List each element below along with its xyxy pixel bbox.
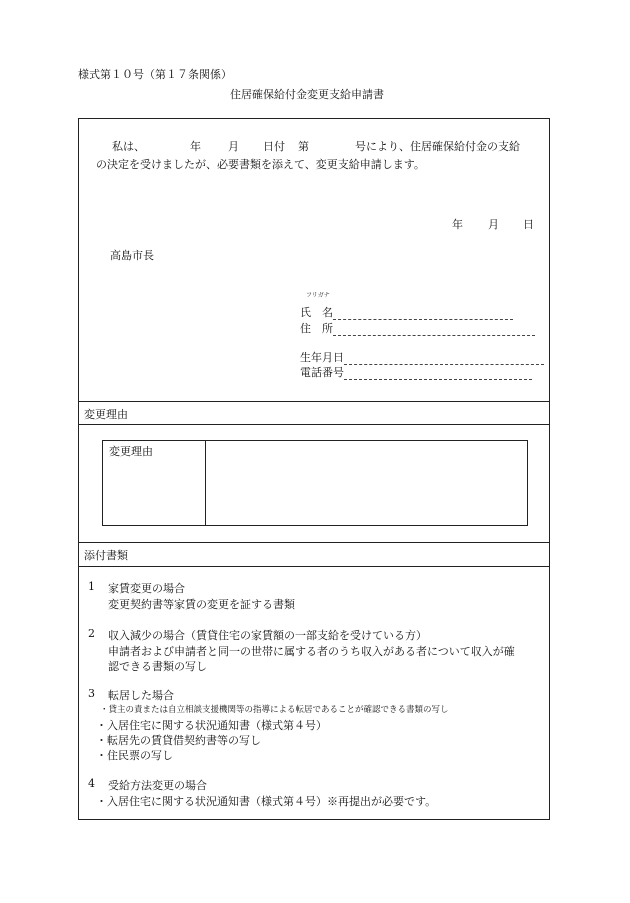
item-line: 申請者および申請者と同一の世帯に属する者のうち収入がある者について収入が確: [108, 645, 515, 658]
intro-prefix: 私は、: [112, 140, 145, 153]
bullet-item: ・入居住宅に関する状況通知書（様式第４号）: [96, 719, 327, 732]
table-divider: [205, 441, 206, 525]
address-row: [300, 320, 535, 336]
year-label: 年: [190, 140, 201, 153]
bullet-text: 住民票の写し: [107, 749, 173, 762]
change-reason-table-label: 変更理由: [109, 445, 153, 458]
item-heading: 受給方法変更の場合: [108, 779, 207, 792]
month-label: 月: [228, 140, 239, 153]
date-month: 月: [488, 218, 499, 231]
item-line: 変更契約書等家賃の変更を証する書類: [108, 598, 295, 611]
bullet-text: 転居先の賃貸借契約書等の写し: [107, 734, 261, 747]
item-number: 2: [88, 627, 95, 640]
divider: [78, 401, 550, 402]
item-number: 1: [88, 580, 95, 593]
bullet-item: ・貸主の責または自立相談支援機関等の指導による転居であることが確認できる書類の写し: [100, 705, 449, 715]
bullet-text: 入居住宅に関する状況通知書（様式第４号）※再提出が必要です。: [107, 795, 437, 808]
bullet-text: 貸主の責または自立相談支援機関等の指導による転居であることが確認できる書類の写し: [108, 705, 449, 715]
bullet-text: 入居住宅に関する状況通知書（様式第４号）: [107, 719, 327, 732]
phone-field[interactable]: [344, 367, 532, 380]
divider: [78, 424, 550, 425]
item-heading: 収入減少の場合（賃貸住宅の家賃額の一部支給を受けている方）: [108, 629, 427, 642]
name-label: 氏 名: [300, 306, 333, 319]
change-reason-section-label: 変更理由: [84, 408, 128, 421]
address-label: 住 所: [300, 322, 333, 335]
intro-line2: の決定を受けましたが、必要書類を添えて、変更支給申請します。: [96, 158, 425, 171]
page-title: 住居確保給付金変更支給申請書: [230, 88, 384, 101]
date-year: 年: [452, 218, 463, 231]
attachments-section-label: 添付書類: [84, 549, 128, 562]
addressee: 高島市長: [110, 249, 154, 262]
furigana-label: フリガナ: [306, 292, 330, 299]
item-line: 認できる書類の写し: [108, 660, 207, 673]
name-row: [300, 304, 513, 320]
day-label: 日付: [263, 140, 285, 153]
number-suffix: 号により、住居確保給付金の支給: [355, 140, 520, 153]
bullet-item: ・住民票の写し: [96, 749, 173, 762]
number-prefix: 第: [298, 140, 309, 153]
phone-label: 電話番号: [300, 366, 344, 379]
date-day: 日: [523, 218, 534, 231]
item-number: 3: [88, 687, 95, 700]
item-heading: 家賃変更の場合: [108, 582, 185, 595]
form-number: 様式第１０号（第１７条関係）: [78, 68, 232, 81]
birthdate-row: [300, 349, 544, 365]
change-reason-input[interactable]: [211, 443, 521, 521]
name-field[interactable]: [333, 307, 513, 320]
bullet-item: ・転居先の賃貸借契約書等の写し: [96, 734, 261, 747]
divider: [78, 542, 550, 543]
address-field[interactable]: [333, 323, 535, 336]
divider: [78, 566, 550, 567]
item-number: 4: [88, 777, 95, 790]
phone-row: [300, 364, 532, 380]
birthdate-label: 生年月日: [300, 351, 344, 364]
item-heading: 転居した場合: [108, 689, 174, 702]
change-reason-table: [102, 440, 528, 526]
bullet-item: ・入居住宅に関する状況通知書（様式第４号）※再提出が必要です。: [96, 795, 437, 808]
